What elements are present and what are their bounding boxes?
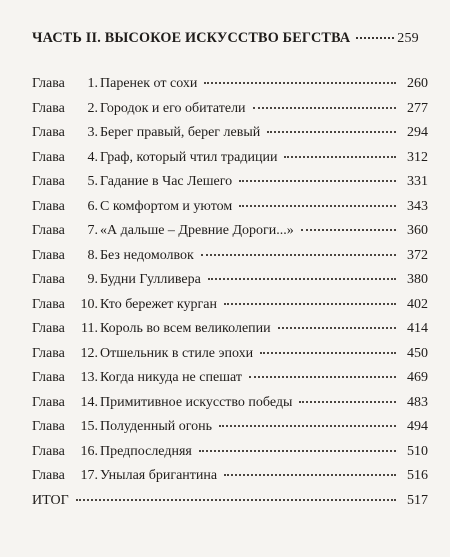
part-title: ЧАСТЬ II. ВЫСОКОЕ ИСКУССТВО БЕГСТВА	[32, 30, 351, 46]
dot-leader	[239, 180, 396, 182]
chapter-number: 10.	[80, 296, 98, 312]
chapter-word: Глава	[32, 321, 65, 336]
dot-leader	[224, 303, 396, 305]
dot-leader	[219, 425, 396, 427]
page-number: 277	[407, 100, 428, 116]
page-number: 469	[407, 370, 428, 385]
chapter-word: Глава	[32, 370, 65, 385]
part-heading	[32, 30, 428, 52]
chapter-number: 17.	[80, 468, 98, 483]
chapter-title: Предпоследняя	[100, 443, 192, 459]
chapter-number: 15.	[80, 419, 98, 434]
dot-leader	[201, 254, 396, 256]
toc-row-final	[32, 493, 428, 518]
dot-leader	[301, 229, 396, 231]
chapter-number: 4.	[87, 149, 98, 165]
chapter-word: Глава	[32, 419, 65, 434]
toc-row	[32, 174, 428, 199]
toc-row	[32, 248, 428, 273]
chapter-number: 12.	[80, 345, 98, 361]
toc-row	[32, 419, 428, 444]
chapter-number: 6.	[87, 198, 98, 214]
page-number: 372	[407, 247, 428, 263]
chapter-word: Глава	[32, 296, 65, 312]
chapter-number: 9.	[87, 272, 98, 287]
chapter-word: Глава	[32, 468, 65, 483]
dot-leader	[253, 107, 396, 109]
chapter-number: 2.	[87, 100, 98, 116]
toc-row	[32, 272, 428, 297]
chapter-title: Городок и его обитатели	[100, 100, 246, 116]
page-number: 294	[407, 125, 428, 140]
page-number: 402	[407, 296, 428, 312]
page-number: 516	[407, 468, 428, 483]
chapter-number: 1.	[87, 76, 98, 91]
dot-leader	[356, 37, 394, 39]
chapter-word: Глава	[32, 394, 65, 410]
chapter-word: Глава	[32, 247, 65, 263]
toc-row	[32, 321, 428, 346]
toc-row	[32, 150, 428, 175]
chapter-number: 13.	[80, 370, 98, 385]
toc-row	[32, 101, 428, 126]
dot-leader	[224, 474, 396, 476]
page-number: 312	[407, 149, 428, 165]
toc-row	[32, 346, 428, 371]
chapter-number: 3.	[87, 125, 98, 140]
toc-row	[32, 223, 428, 248]
dot-leader	[208, 278, 396, 280]
chapter-word: Глава	[32, 76, 65, 91]
dot-leader	[249, 376, 396, 378]
chapter-word: Глава	[32, 174, 65, 189]
chapter-title: Берег правый, берег левый	[100, 125, 261, 140]
chapter-title: Будни Гулливера	[100, 272, 201, 287]
chapter-title: Паренек от сохи	[100, 76, 198, 91]
chapter-number: 16.	[80, 443, 98, 459]
page-number: 450	[407, 345, 428, 361]
chapter-number: 5.	[87, 174, 98, 189]
chapter-number: 7.	[87, 223, 98, 238]
dot-leader	[239, 205, 396, 207]
dot-leader	[76, 499, 396, 501]
part-page-number: 259	[397, 31, 419, 46]
chapter-word: Глава	[32, 272, 65, 287]
chapter-word: Глава	[32, 125, 65, 140]
chapter-title: Полуденный огонь	[100, 419, 213, 434]
toc-row	[32, 370, 428, 395]
page-number: 510	[407, 443, 428, 459]
dot-leader	[284, 156, 396, 158]
chapter-title: Отшельник в стиле эпохи	[100, 345, 254, 361]
dot-leader	[278, 327, 396, 329]
chapter-title: Унылая бригантина	[100, 468, 218, 483]
page-number: 414	[407, 321, 428, 336]
page-number: 331	[407, 174, 428, 189]
toc-row	[32, 395, 428, 420]
toc-row	[32, 468, 428, 493]
page-number: 360	[407, 223, 428, 238]
page-number: 494	[407, 419, 428, 434]
page-number: 260	[407, 76, 428, 91]
chapter-title: Примитивное искусство победы	[100, 394, 293, 410]
chapter-number: 14.	[80, 394, 98, 410]
chapter-title: «А дальше – Древние Дороги...»	[100, 223, 294, 238]
toc-row	[32, 199, 428, 224]
chapter-word: Глава	[32, 443, 65, 459]
chapter-list	[32, 76, 428, 517]
chapter-title: Кто бережет курган	[100, 296, 217, 312]
dot-leader	[199, 450, 396, 452]
chapter-title: Когда никуда не спешат	[100, 370, 242, 385]
chapter-word: Глава	[32, 223, 65, 238]
chapter-title: Король во всем великолепии	[100, 321, 271, 336]
chapter-word: Глава	[32, 149, 65, 165]
page-number: 517	[407, 492, 428, 508]
toc-row	[32, 76, 428, 101]
chapter-title: Граф, который чтил традиции	[100, 149, 278, 165]
toc-page	[32, 30, 428, 517]
dot-leader	[299, 401, 396, 403]
dot-leader	[260, 352, 396, 354]
chapter-word: Глава	[32, 345, 65, 361]
final-label: ИТОГ	[32, 492, 69, 508]
chapter-number: 11.	[81, 321, 98, 336]
toc-row	[32, 444, 428, 469]
chapter-word: Глава	[32, 100, 65, 116]
chapter-word: Глава	[32, 198, 65, 214]
dot-leader	[267, 131, 396, 133]
chapter-title: Гадание в Час Лешего	[100, 174, 233, 189]
chapter-title: Без недомолвок	[100, 247, 194, 263]
toc-row	[32, 125, 428, 150]
page-number: 343	[407, 198, 428, 214]
page-number: 380	[407, 272, 428, 287]
chapter-title: С комфортом и уютом	[100, 198, 233, 214]
chapter-number: 8.	[87, 247, 98, 263]
toc-row	[32, 297, 428, 322]
dot-leader	[204, 82, 396, 84]
page-number: 483	[407, 394, 428, 410]
